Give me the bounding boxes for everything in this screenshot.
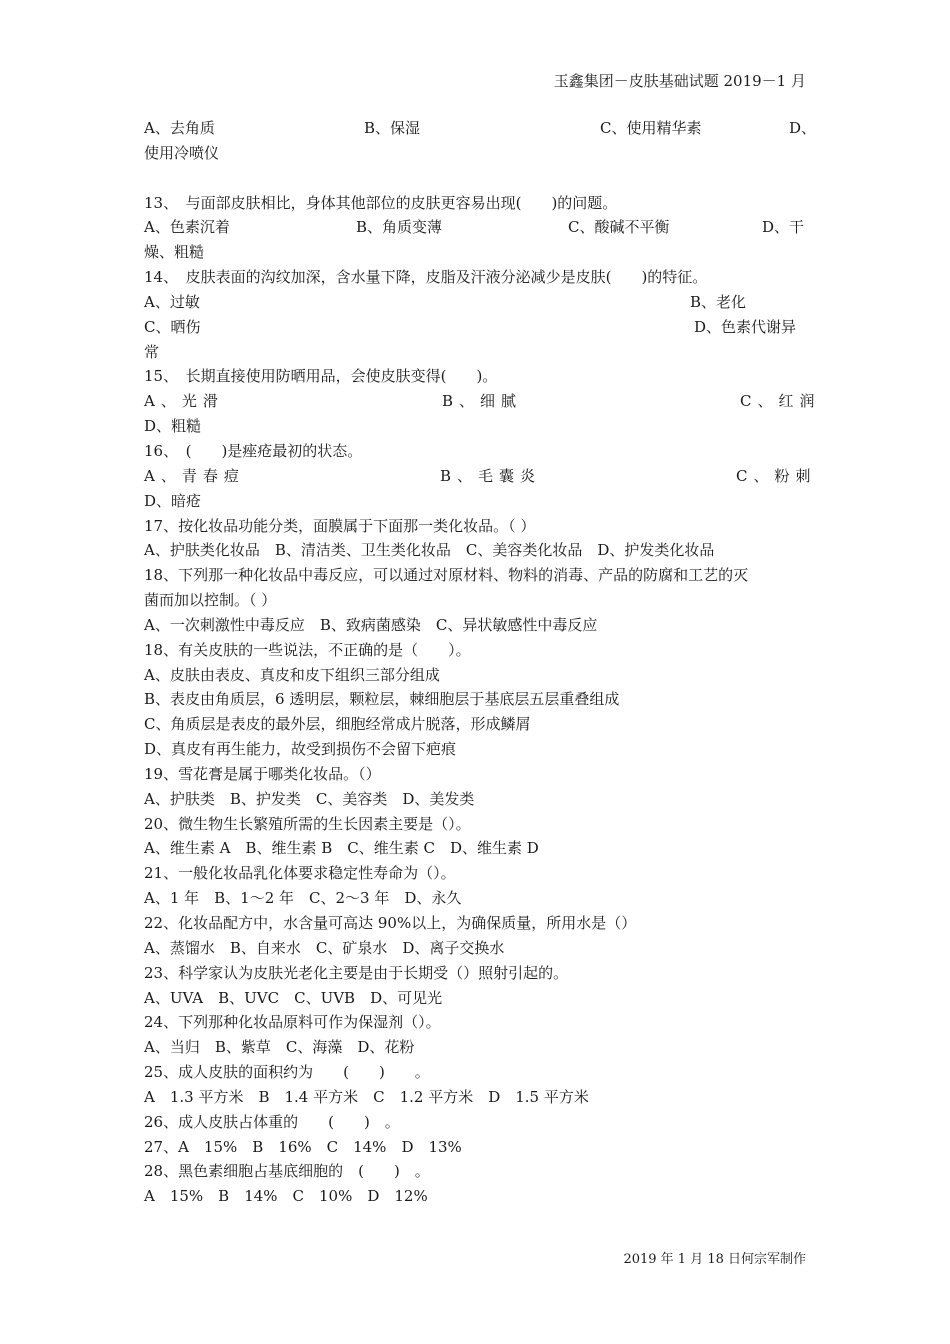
text-line: A、护肤类 B、护发类 C、美容类 D、美发类 bbox=[144, 789, 475, 808]
text-line: 20、微生物生长繁殖所需的生长因素主要是（）。 bbox=[144, 814, 471, 833]
text-line: 24、下列那种化妆品原料可作为保湿剂（）。 bbox=[144, 1013, 441, 1032]
option-b: B、老化 bbox=[690, 292, 747, 311]
q16-stem: 16、 ( )是痤疮最初的状态。 bbox=[144, 441, 363, 460]
q12-options bbox=[144, 116, 817, 141]
text-line: 19、雪花膏是属于哪类化妆品。（） bbox=[144, 764, 381, 783]
option-a: A、青春痘 bbox=[144, 466, 245, 485]
option-c: C、红润 bbox=[740, 392, 821, 411]
text-line: A、护肤类化妆品 B、清洁类、卫生类化妆品 C、美容类化妆品 D、护发类化妆品 bbox=[144, 541, 715, 560]
option-c: C、粉刺 bbox=[736, 466, 817, 485]
text-line: 27、A 15% B 16% C 14% D 13% bbox=[144, 1137, 462, 1156]
option-d: D、干 bbox=[762, 218, 805, 237]
text-line: 18、下列那一种化妆品中毒反应，可以通过对原材料、物料的消毒、产品的防腐和工艺的灭 bbox=[144, 566, 749, 585]
q13-stem: 13、 与面部皮肤相比，身体其他部位的皮肤更容易出现( )的问题。 bbox=[144, 193, 618, 212]
text-line: A、皮肤由表皮、真皮和皮下组织三部分组成 bbox=[144, 665, 440, 684]
text-line: 22、化妆品配方中，水含量可高达 90%以上，为确保质量，所用水是（） bbox=[144, 914, 637, 932]
q14-stem: 14、 皮肤表面的沟纹加深，含水量下降，皮脂及汗液分泌减少是皮肤( )的特征。 bbox=[144, 268, 708, 287]
text-line: A、蒸馏水 B、自来水 C、矿泉水 D、离子交换水 bbox=[144, 938, 505, 957]
page-header: 玉鑫集团－皮肤基础试题 2019－1 月 bbox=[553, 72, 806, 90]
text-line: B、表皮由角质层，6 透明层，颗粒层，棘细胞层于基底层五层重叠组成 bbox=[144, 690, 620, 709]
text-line: 菌而加以控制。（ ） bbox=[144, 591, 277, 610]
q15-stem: 15、 长期直接使用防晒用品，会使皮肤变得( )。 bbox=[144, 367, 498, 386]
q12-wrap: 使用冷喷仪 bbox=[144, 143, 220, 162]
option-a: A、去角质 bbox=[144, 119, 215, 137]
option-b: B、细腻 bbox=[442, 392, 523, 411]
text-line: 26、成人皮肤占体重的 ( ) 。 bbox=[144, 1112, 400, 1131]
option-b: B、保湿 bbox=[364, 119, 421, 137]
text-line: A、一次刺激性中毒反应 B、致病菌感染 C、异状敏感性中毒反应 bbox=[144, 615, 598, 634]
q13-wrap: 燥、粗糙 bbox=[144, 243, 205, 262]
option-c: C、酸碱不平衡 bbox=[568, 218, 670, 237]
q15-wrap: D、粗糙 bbox=[144, 417, 202, 436]
text-line: 25、成人皮肤的面积约为 ( ) 。 bbox=[144, 1063, 430, 1082]
q14-options-row1 bbox=[144, 290, 806, 315]
text-line: 23、科学家认为皮肤光老化主要是由于长期受（）照射引起的。 bbox=[144, 963, 569, 982]
q15-options bbox=[144, 389, 821, 414]
text-line: C、角质层是表皮的最外层，细胞经常成片脱落，形成鳞屑 bbox=[144, 715, 531, 734]
option-d: D、 bbox=[789, 119, 817, 137]
option-d: D、色素代谢异 bbox=[694, 317, 797, 336]
text-line: A、当归 B、紫草 C、海藻 D、花粉 bbox=[144, 1038, 415, 1057]
q13-options bbox=[144, 215, 806, 240]
q16-options bbox=[144, 464, 817, 489]
option-a: A、过敏 bbox=[144, 292, 200, 311]
option-c: C、使用精华素 bbox=[600, 119, 702, 137]
text-line: A 1.3 平方米 B 1.4 平方米 C 1.2 平方米 D 1.5 平方米 bbox=[144, 1087, 589, 1106]
option-b: B、毛囊炎 bbox=[440, 466, 542, 485]
spacer bbox=[144, 166, 806, 191]
text-line: 18、有关皮肤的一些说法，不正确的是（ ）。 bbox=[144, 640, 471, 659]
option-c: C、晒伤 bbox=[144, 317, 201, 336]
text-line: 28、黑色素细胞占基底细胞的 ( ) 。 bbox=[144, 1162, 430, 1181]
page-footer: 2019 年 1 月 18 日何宗军制作 bbox=[623, 1252, 806, 1267]
option-a: A、色素沉着 bbox=[144, 218, 230, 237]
question-body bbox=[144, 116, 821, 1209]
text-line: A、1 年 B、1～2 年 C、2～3 年 D、永久 bbox=[144, 889, 462, 908]
q16-wrap: D、暗疮 bbox=[144, 491, 202, 510]
text-line: 17、按化妆品功能分类，面膜属于下面那一类化妆品。（ ） bbox=[144, 516, 536, 535]
text-line: A 15% B 14% C 10% D 12% bbox=[144, 1187, 428, 1206]
option-a: A、光滑 bbox=[144, 392, 224, 411]
text-line: A、维生素 A B、维生素 B C、维生素 C D、维生素 D bbox=[144, 839, 539, 858]
q14-options-row2 bbox=[144, 315, 806, 340]
text-line: A、UVA B、UVC C、UVB D、可见光 bbox=[144, 988, 443, 1007]
option-b: B、角质变薄 bbox=[356, 218, 443, 237]
text-line: D、真皮有再生能力，故受到损伤不会留下疤痕 bbox=[144, 740, 457, 759]
text-line: 21、一般化妆品乳化体要求稳定性寿命为（）。 bbox=[144, 864, 456, 883]
q14-wrap: 常 bbox=[144, 342, 160, 361]
